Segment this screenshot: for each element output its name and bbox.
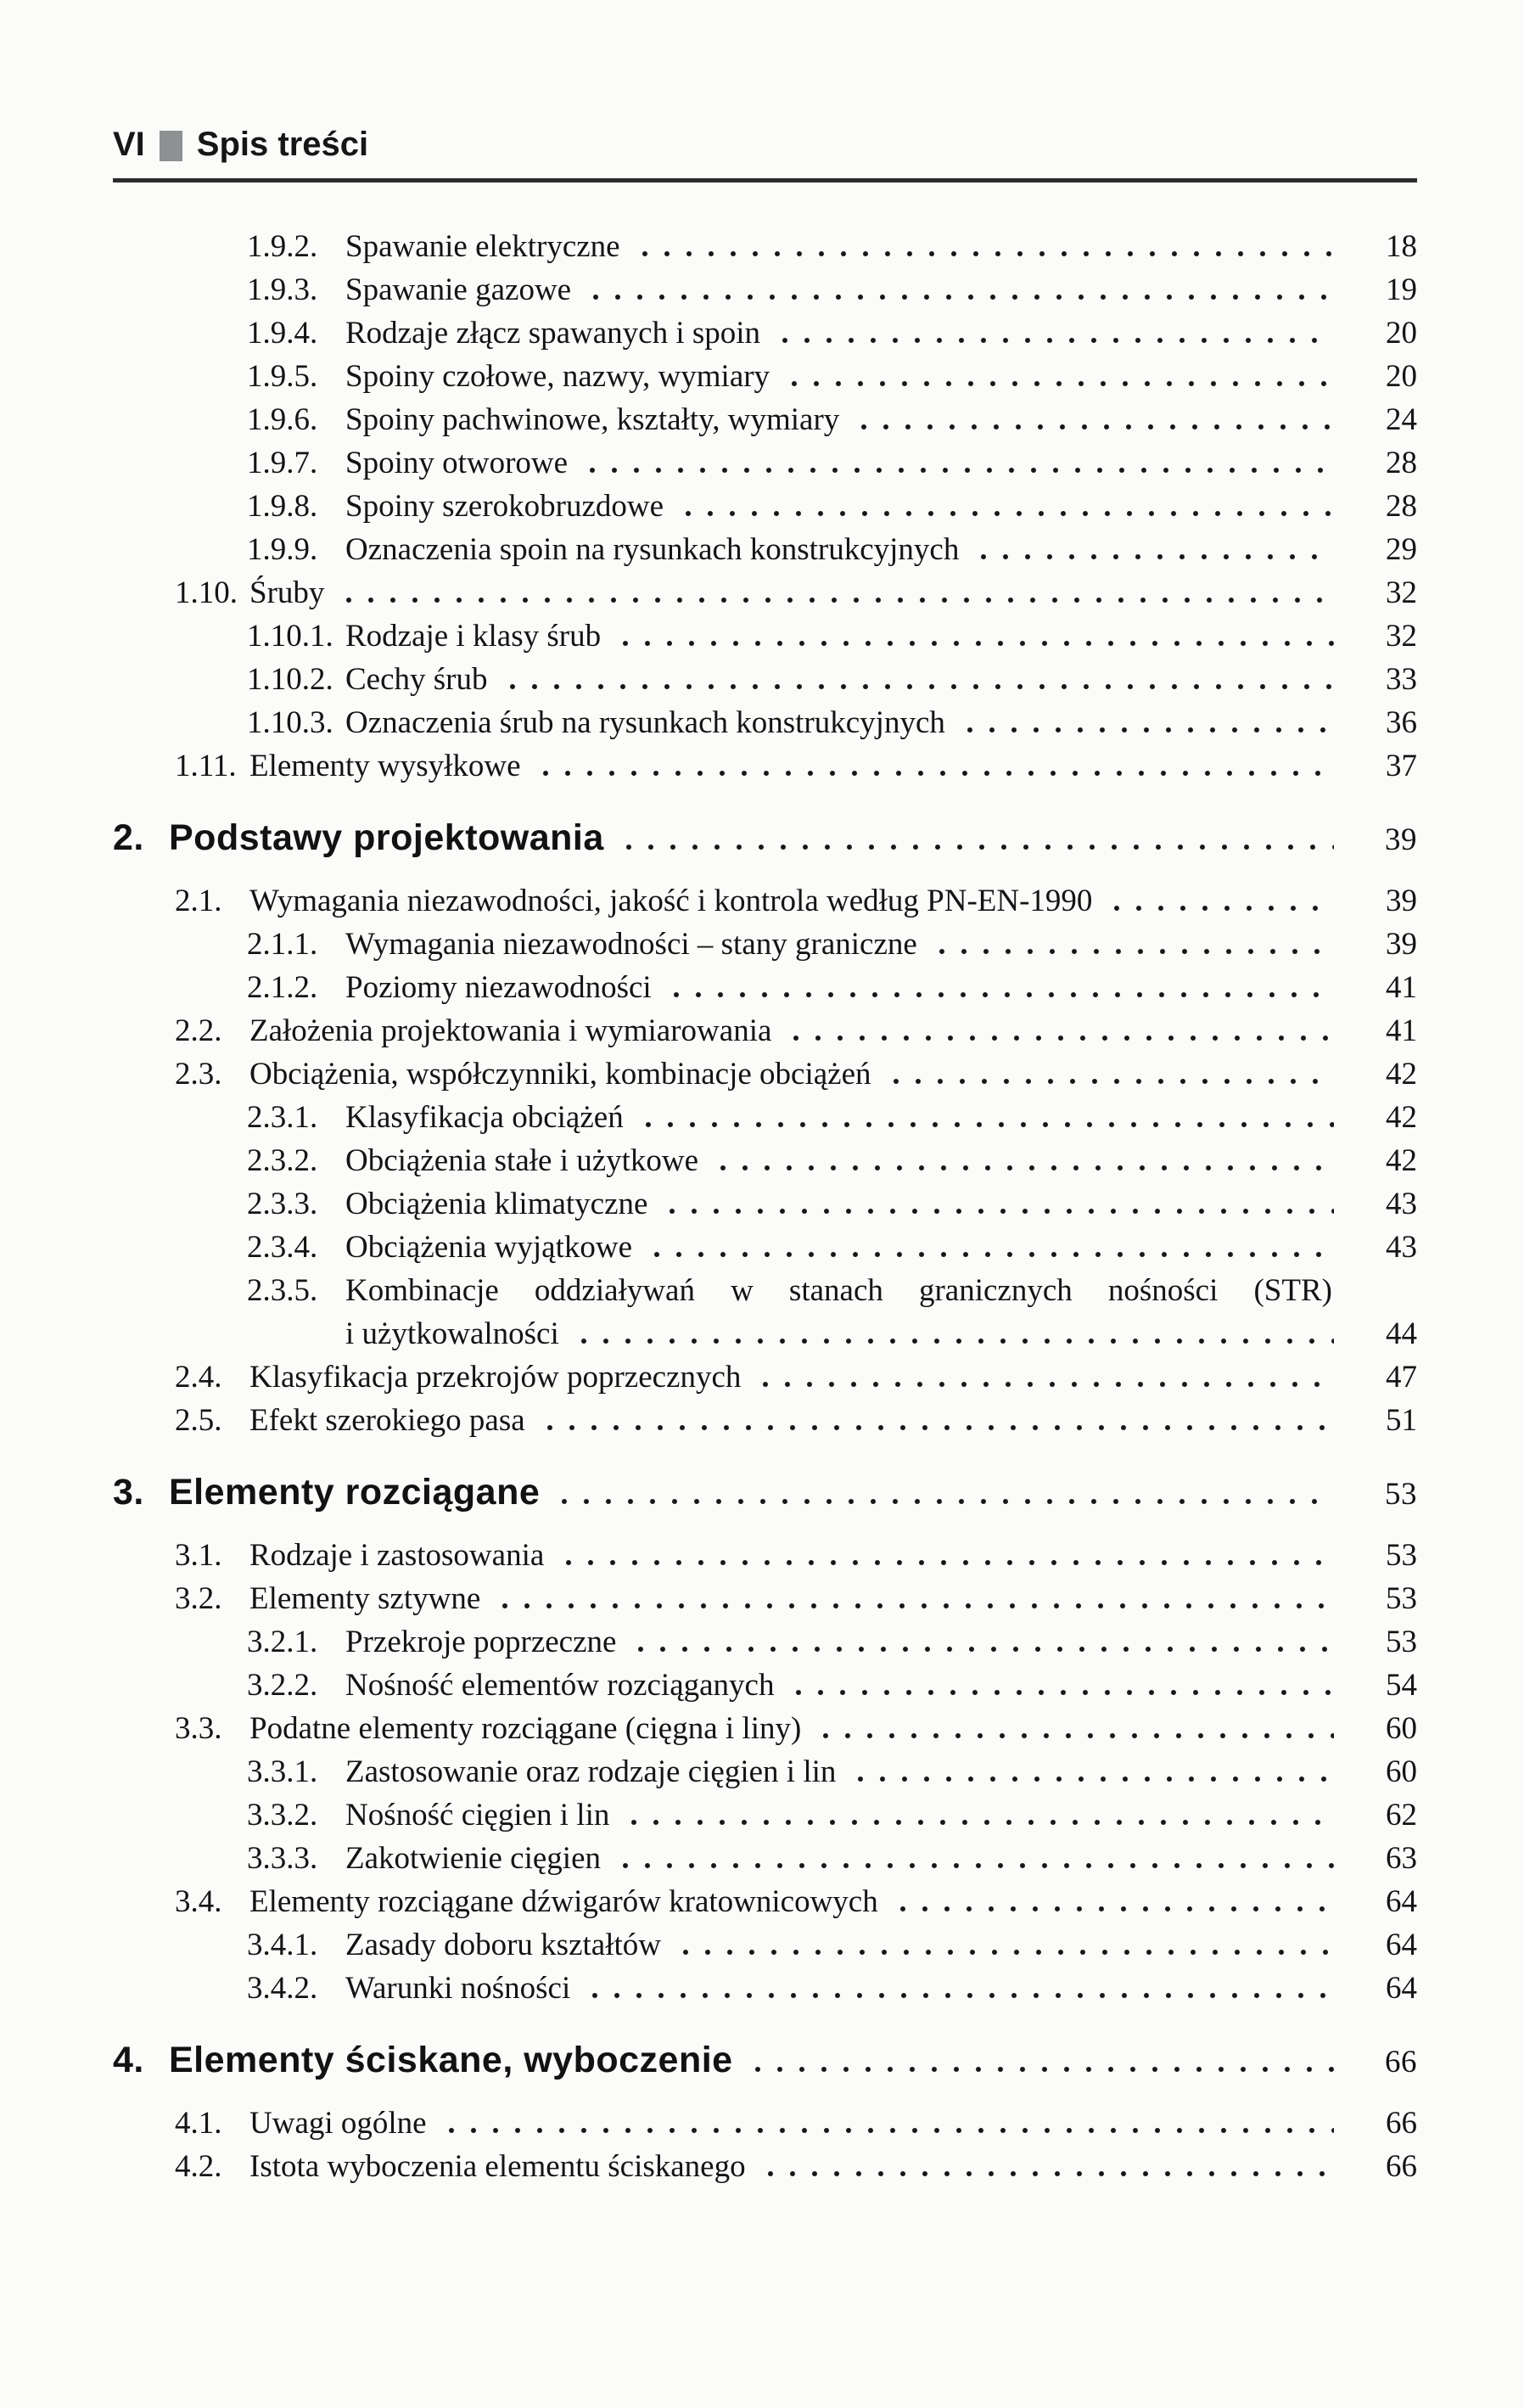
toc-entry-title: Istota wyboczenia elementu ściskanego <box>249 2149 746 2184</box>
square-bullet-icon <box>160 131 182 161</box>
dot-leader <box>1106 905 1334 912</box>
toc-entry-page: 66 <box>1386 2149 1417 2184</box>
toc-entry-page: 53 <box>1386 1538 1417 1573</box>
toc-entry-title: Elementy rozciągane <box>169 1472 541 1513</box>
toc-entry-number: 3.3. <box>175 1711 222 1746</box>
toc-entry-title: Spoiny szerokobruzdowe <box>345 489 664 524</box>
toc-entry-page: 33 <box>1386 662 1417 697</box>
toc-entry-page: 29 <box>1386 532 1417 567</box>
toc-entry-page: 19 <box>1386 272 1417 307</box>
dot-leader <box>931 948 1334 955</box>
toc-entry-title: Obciążenia stałe i użytkowe <box>345 1143 699 1178</box>
toc-entry <box>113 1880 1417 1923</box>
toc-entry-title: Elementy sztywne <box>249 1581 481 1616</box>
toc-entry <box>113 1577 1417 1620</box>
toc-entry-page: 37 <box>1386 749 1417 783</box>
toc-entry-title: Zakotwienie cięgien <box>345 1841 602 1876</box>
toc-entry-number: 1.9.5. <box>247 359 318 394</box>
dot-leader <box>618 844 1334 850</box>
toc-entry <box>113 485 1417 528</box>
toc-entry-page: 20 <box>1386 359 1417 394</box>
toc-entry-page: 53 <box>1386 1581 1417 1616</box>
toc-entry-title: Elementy rozciągane dźwigarów kratownicowych <box>249 1884 878 1919</box>
toc-entry-number: 3.2. <box>175 1581 222 1616</box>
dot-leader <box>646 1251 1334 1258</box>
toc-chapter-entry <box>113 1466 1417 1518</box>
toc-entry-page: 60 <box>1386 1711 1417 1746</box>
page-title: Spis treści <box>196 126 369 163</box>
toc-entry <box>113 398 1417 441</box>
toc-entry <box>113 1837 1417 1880</box>
toc-entry-page: 53 <box>1386 1625 1417 1659</box>
dot-leader <box>581 467 1334 474</box>
toc-entry-page: 64 <box>1386 1971 1417 2006</box>
dot-leader <box>440 2127 1334 2134</box>
toc-entry-title: Oznaczenia spoin na rysunkach konstrukcyjnych <box>345 532 960 567</box>
toc-entry-number: 2.5. <box>175 1403 222 1438</box>
toc-entry-number: 1.9.6. <box>247 402 318 437</box>
toc-entry-title: Cechy śrub <box>345 662 488 697</box>
toc-entry-page: 53 <box>1385 1477 1417 1512</box>
toc-entry-title: Założenia projektowania i wymiarowania <box>249 1013 772 1048</box>
toc-entry <box>113 1664 1417 1707</box>
toc-entry-number: 1.10.3. <box>247 705 333 740</box>
dot-leader <box>783 380 1334 387</box>
header-rule <box>113 178 1417 182</box>
toc-entry-number: 1.11. <box>175 749 237 783</box>
toc-entry-page: 51 <box>1386 1403 1417 1438</box>
toc-entry-page: 36 <box>1386 705 1417 740</box>
dot-leader <box>849 1776 1334 1782</box>
dot-leader <box>754 1381 1334 1388</box>
toc-entry-page: 24 <box>1386 402 1417 437</box>
toc-entry <box>113 615 1417 658</box>
toc-entry <box>113 528 1417 571</box>
toc-entry-page: 39 <box>1386 884 1417 918</box>
toc-entry-title: Kombinacje oddziaływań w stanach granicznych nośności (STR) <box>345 1273 1332 1308</box>
dot-leader <box>553 1498 1334 1505</box>
toc-entry-number: 2.3. <box>175 1057 222 1092</box>
dot-leader <box>787 1689 1334 1696</box>
dot-leader <box>637 1121 1334 1128</box>
toc-entry-page: 66 <box>1386 2106 1417 2141</box>
toc-entry-page: 18 <box>1386 229 1417 264</box>
toc-entry <box>113 1356 1417 1399</box>
toc-entry-title: Rodzaje i zastosowania <box>249 1538 545 1573</box>
toc-entry-number: 3.3.1. <box>247 1754 318 1789</box>
toc-entry-number: 1.9.8. <box>247 489 318 524</box>
dot-leader <box>535 770 1334 777</box>
toc-entry-page: 66 <box>1385 2045 1417 2080</box>
toc-entry-title: Klasyfikacja obciążeń <box>345 1100 624 1135</box>
toc-entry-title: Elementy ściskane, wyboczenie <box>169 2040 733 2080</box>
page-number-label: VI <box>113 126 145 163</box>
toc-entry <box>113 355 1417 398</box>
toc-entry-number: 3.4.1. <box>247 1928 318 1962</box>
dot-leader <box>665 991 1334 998</box>
toc-entry-continuation <box>113 1312 1417 1356</box>
dot-leader <box>712 1165 1334 1171</box>
dot-leader <box>614 1862 1334 1869</box>
dot-leader <box>815 1732 1334 1739</box>
toc-entry-title: Oznaczenia śrub na rysunkach konstrukcyjnych <box>345 705 945 740</box>
toc-entry <box>113 571 1417 615</box>
toc-entry-title: Zastosowanie oraz rodzaje cięgien i lin <box>345 1754 837 1789</box>
toc-chapter-entry <box>113 811 1417 864</box>
toc-entry <box>113 1620 1417 1664</box>
toc-entry-page: 62 <box>1386 1798 1417 1833</box>
toc-entry <box>113 879 1417 923</box>
dot-leader <box>494 1603 1334 1609</box>
toc-entry-title: Efekt szerokiego pasa <box>249 1403 525 1438</box>
toc-entry-title: Nośność cięgien i lin <box>345 1798 610 1833</box>
toc-entry-title: i użytkowalności <box>345 1316 559 1351</box>
toc-entry-title: Wymagania niezawodności, jakość i kontrola według PN-EN-1990 <box>249 884 1093 918</box>
running-head <box>113 127 1417 182</box>
toc-entry-title: Rodzaje i klasy śrub <box>345 619 602 654</box>
toc-entry <box>113 1269 1417 1312</box>
toc-entry-number: 3.4. <box>175 1884 222 1919</box>
toc-entry-number: 3.3.3. <box>247 1841 318 1876</box>
toc-entry <box>113 1096 1417 1139</box>
dot-leader <box>630 1646 1334 1653</box>
dot-leader <box>614 640 1334 647</box>
toc-entry-number: 2.4. <box>175 1360 222 1395</box>
toc-entry <box>113 1139 1417 1182</box>
dot-leader <box>959 727 1334 733</box>
toc-entry-title: Śruby <box>249 575 325 610</box>
dot-leader <box>747 2066 1334 2073</box>
toc-entry-number: 1.9.7. <box>247 446 318 480</box>
toc-entry-number: 3. <box>113 1472 144 1513</box>
toc-entry-page: 41 <box>1386 1013 1417 1048</box>
toc-entry-page: 39 <box>1385 822 1417 857</box>
toc-entry-page: 60 <box>1386 1754 1417 1789</box>
toc-entry-title: Podstawy projektowania <box>169 817 604 858</box>
toc-entry-number: 1.9.9. <box>247 532 318 567</box>
dot-leader <box>885 1078 1334 1085</box>
toc-entry-title: Obciążenia klimatyczne <box>345 1187 648 1221</box>
toc-entry-title: Wymagania niezawodności – stany graniczne <box>345 927 917 962</box>
toc-entry-page: 43 <box>1386 1230 1417 1265</box>
toc-entry-title: Przekroje poprzeczne <box>345 1625 617 1659</box>
toc-entry-page: 43 <box>1386 1187 1417 1221</box>
toc-entry-number: 1.10.1. <box>247 619 333 654</box>
toc-entry <box>113 2145 1417 2188</box>
dot-leader <box>623 1819 1334 1826</box>
toc-entry-number: 1.9.3. <box>247 272 318 307</box>
dot-leader <box>557 1559 1334 1566</box>
toc-entry <box>113 658 1417 701</box>
toc-entry-title: Klasyfikacja przekrojów poprzecznych <box>249 1360 742 1395</box>
toc-entry-page: 64 <box>1386 1928 1417 1962</box>
dot-leader <box>501 683 1335 690</box>
dot-leader <box>634 250 1334 257</box>
toc-entry-title: Zasady doboru kształtów <box>345 1928 661 1962</box>
toc-entry <box>113 1793 1417 1837</box>
toc-entry-title: Spoiny pachwinowe, kształty, wymiary <box>345 402 840 437</box>
toc-chapter-entry <box>113 2034 1417 2086</box>
toc-entry-page: 28 <box>1386 489 1417 524</box>
toc-entry-number: 2.3.3. <box>247 1187 318 1221</box>
toc-entry-number: 3.4.2. <box>247 1971 318 2006</box>
toc-entry-page: 54 <box>1386 1668 1417 1703</box>
toc-entry <box>113 701 1417 744</box>
toc-entry <box>113 1707 1417 1750</box>
toc-entry-number: 2.1.2. <box>247 970 318 1005</box>
dot-leader <box>785 1035 1334 1041</box>
toc-entry-number: 3.2.1. <box>247 1625 318 1659</box>
toc-entry-page: 28 <box>1386 446 1417 480</box>
toc-entry <box>113 225 1417 268</box>
toc-entry <box>113 1534 1417 1577</box>
toc-entry-title: Poziomy niezawodności <box>345 970 652 1005</box>
toc-entry <box>113 923 1417 966</box>
toc-entry-title: Rodzaje złącz spawanych i spoin <box>345 316 761 351</box>
toc-entry <box>113 1226 1417 1269</box>
toc-entry <box>113 966 1417 1009</box>
toc-entry-page: 39 <box>1386 927 1417 962</box>
dot-leader <box>759 2170 1334 2177</box>
toc-entry-page: 64 <box>1386 1884 1417 1919</box>
toc-entry-page: 20 <box>1386 316 1417 351</box>
table-of-contents <box>113 225 1417 2188</box>
toc-entry-title: Obciążenia wyjątkowe <box>345 1230 632 1265</box>
toc-entry-page: 42 <box>1386 1100 1417 1135</box>
toc-entry <box>113 1009 1417 1052</box>
dot-leader <box>584 1992 1334 1999</box>
toc-entry-title: Obciążenia, współczynniki, kombinacje obciążeń <box>249 1057 871 1092</box>
toc-entry-title: Podatne elementy rozciągane (cięgna i liny) <box>249 1711 802 1746</box>
toc-entry-number: 2.3.5. <box>247 1273 318 1308</box>
toc-entry-number: 2.3.4. <box>247 1230 318 1265</box>
toc-entry-title: Nośność elementów rozciąganych <box>345 1668 775 1703</box>
toc-entry-page: 63 <box>1386 1841 1417 1876</box>
toc-entry <box>113 1967 1417 2010</box>
toc-entry-number: 3.3.2. <box>247 1798 318 1833</box>
toc-entry-page: 42 <box>1386 1057 1417 1092</box>
dot-leader <box>675 1949 1334 1956</box>
dot-leader <box>972 553 1334 560</box>
toc-entry-number: 2.3.1. <box>247 1100 318 1135</box>
toc-entry-number: 4.1. <box>175 2106 222 2141</box>
toc-entry-number: 2.1. <box>175 884 222 918</box>
toc-entry <box>113 744 1417 788</box>
dot-leader <box>677 510 1334 517</box>
toc-entry <box>113 1399 1417 1442</box>
dot-leader <box>539 1424 1334 1431</box>
toc-entry-title: Elementy wysyłkowe <box>249 749 521 783</box>
toc-entry-title: Spawanie gazowe <box>345 272 572 307</box>
toc-entry <box>113 1052 1417 1096</box>
toc-entry <box>113 1923 1417 1967</box>
toc-entry-number: 1.10.2. <box>247 662 333 697</box>
toc-entry-number: 1.9.2. <box>247 229 318 264</box>
toc-entry <box>113 441 1417 485</box>
toc-entry-title: Warunki nośności <box>345 1971 571 2006</box>
toc-entry-page: 42 <box>1386 1143 1417 1178</box>
toc-entry <box>113 268 1417 312</box>
toc-entry-number: 1.9.4. <box>247 316 318 351</box>
toc-entry-number: 2. <box>113 817 144 858</box>
toc-entry-page: 44 <box>1386 1316 1417 1351</box>
toc-entry-page: 41 <box>1386 970 1417 1005</box>
dot-leader <box>573 1338 1334 1344</box>
toc-entry-number: 4.2. <box>175 2149 222 2184</box>
dot-leader <box>338 597 1334 603</box>
dot-leader <box>774 337 1334 344</box>
dot-leader <box>892 1906 1334 1912</box>
toc-entry <box>113 2102 1417 2145</box>
toc-entry <box>113 312 1417 355</box>
dot-leader <box>661 1208 1334 1215</box>
toc-entry-number: 2.1.1. <box>247 927 318 962</box>
toc-entry-title: Spoiny czołowe, nazwy, wymiary <box>345 359 770 394</box>
toc-entry <box>113 1182 1417 1226</box>
toc-entry-title: Spoiny otworowe <box>345 446 569 480</box>
toc-entry-number: 3.2.2. <box>247 1668 318 1703</box>
toc-entry-number: 2.2. <box>175 1013 222 1048</box>
toc-entry-title: Uwagi ogólne <box>249 2106 427 2141</box>
toc-entry-title: Spawanie elektryczne <box>345 229 620 264</box>
book-page <box>0 127 1524 2408</box>
toc-entry-number: 4. <box>113 2040 144 2080</box>
toc-entry-page: 32 <box>1386 575 1417 610</box>
toc-entry-number: 3.1. <box>175 1538 222 1573</box>
toc-entry-page: 32 <box>1386 619 1417 654</box>
toc-entry <box>113 1750 1417 1793</box>
toc-entry-number: 2.3.2. <box>247 1143 318 1178</box>
dot-leader <box>585 294 1334 300</box>
toc-entry-page: 47 <box>1386 1360 1417 1395</box>
toc-entry-number: 1.10. <box>175 575 238 610</box>
dot-leader <box>853 424 1334 430</box>
